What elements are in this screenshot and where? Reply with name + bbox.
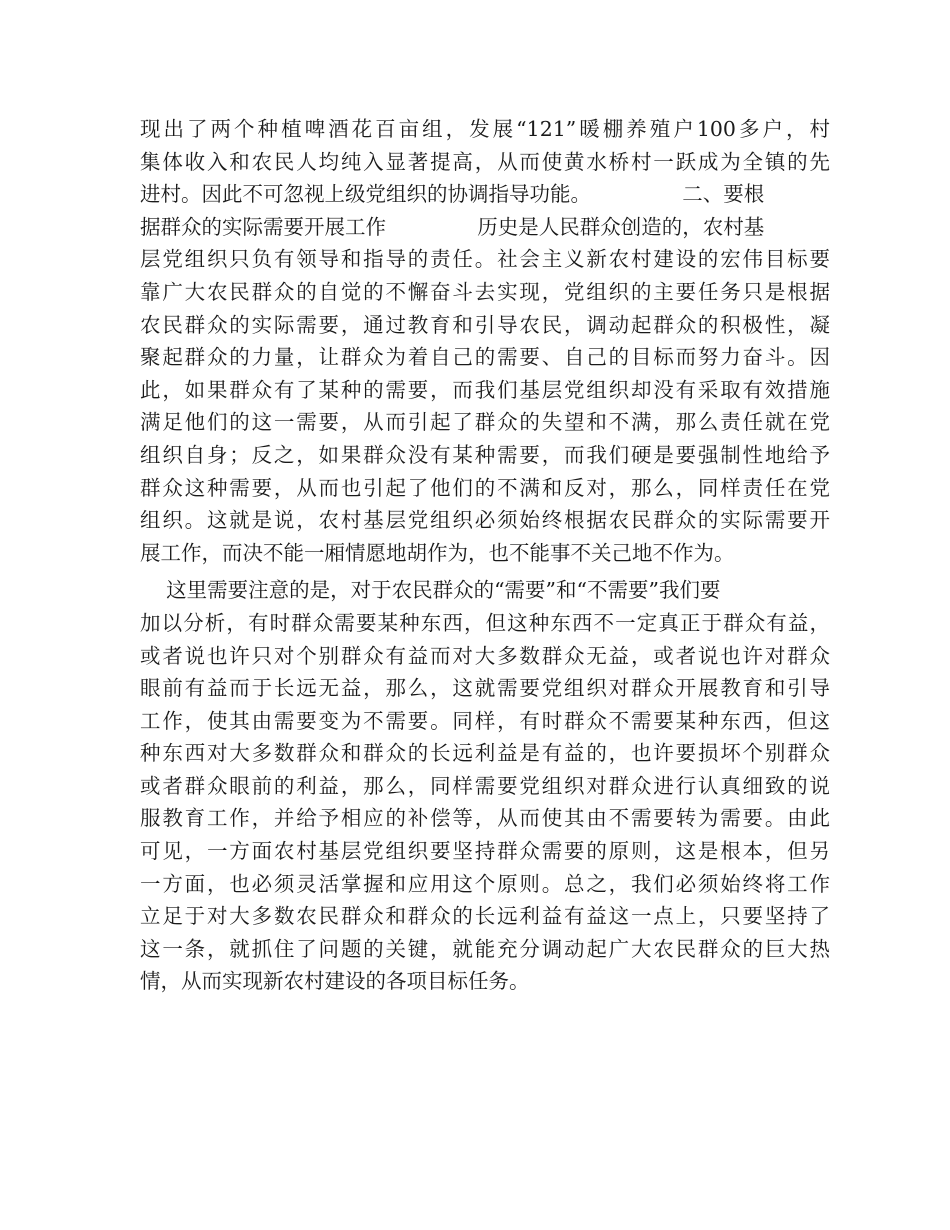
text-line: 眼前有益而于长远无益，那么，这就需要党组织对群众开展教育和引导: [140, 676, 830, 701]
paragraph-1: [140, 113, 830, 569]
text-line: 靠广大农民群众的自觉的不懈奋斗去实现，党组织的主要任务只是根据: [140, 279, 830, 304]
text-line: 满足他们的这一需要，从而引起了群众的失望和不满，那么责任就在党: [140, 410, 830, 435]
paragraph-2: [140, 574, 830, 998]
text-line: 工作，使其由需要变为不需要。同样，有时群众不需要某种东西，但这: [140, 708, 830, 733]
text-line: 组织自身；反之，如果群众没有某种需要，而我们硬是要强制性地给予: [140, 442, 830, 467]
text-line: 据群众的实际需要开展工作 历史是人民群众创造的，农村基: [140, 214, 765, 239]
text-line: 这一条，就抓住了问题的关键，就能充分调动起广大农民群众的巨大热: [140, 936, 830, 961]
text-line: 农民群众的实际需要，通过教育和引导农民，调动起群众的积极性，凝: [140, 312, 830, 337]
text-line: 可见，一方面农村基层党组织要坚持群众需要的原则，这是根本，但另: [140, 839, 830, 864]
text-line: 一方面，也必须灵活掌握和应用这个原则。总之，我们必须始终将工作: [140, 871, 830, 896]
text-line: 立足于对大多数农民群众和群众的长远利益有益这一点上，只要坚持了: [140, 904, 830, 929]
text-line: 聚起群众的力量，让群众为着自己的需要、自己的目标而努力奋斗。因: [140, 345, 830, 370]
text-line: 展工作，而决不能一厢情愿地胡作为，也不能事不关己地不作为。: [140, 540, 735, 565]
text-line: 服教育工作，并给予相应的补偿等，从而使其由不需要转为需要。由此: [140, 806, 830, 831]
text-line: 集体收入和农民人均纯入显著提高，从而使黄水桥村一跃成为全镇的先: [140, 149, 830, 174]
text-line: 此，如果群众有了某种的需要，而我们基层党组织却没有采取有效措施: [140, 377, 830, 402]
text-line: 加以分析，有时群众需要某种东西，但这种东西不一定真正于群众有益，: [140, 610, 830, 635]
text-line: 情，从而实现新农村建设的各项目标任务。: [140, 969, 530, 994]
text-line: 或者群众眼前的利益，那么，同样需要党组织对群众进行认真细致的说: [140, 773, 830, 798]
text-line: 层党组织只负有领导和指导的责任。社会主义新农村建设的宏伟目标要: [140, 247, 830, 272]
document-body: [140, 113, 830, 998]
text-line: 组织。这就是说，农村基层党组织必须始终根据农民群众的实际需要开: [140, 508, 830, 533]
text-line: 这里需要注意的是，对于农民群众的“需要”和“不需要”我们要: [140, 578, 721, 603]
text-line: 进村。因此不可忽视上级党组织的协调指导功能。 二、要根: [140, 182, 765, 207]
text-line: 群众这种需要，从而也引起了他们的不满和反对，那么，同样责任在党: [140, 475, 830, 500]
text-line: 或者说也许只对个别群众有益而对大多数群众无益，或者说也许对群众: [140, 643, 830, 668]
text-line: 种东西对大多数群众和群众的长远利益是有益的，也许要损坏个别群众: [140, 741, 830, 766]
text-line: 现出了两个种植啤酒花百亩组，发展“121”暖棚养殖户100多户，村: [140, 117, 830, 141]
